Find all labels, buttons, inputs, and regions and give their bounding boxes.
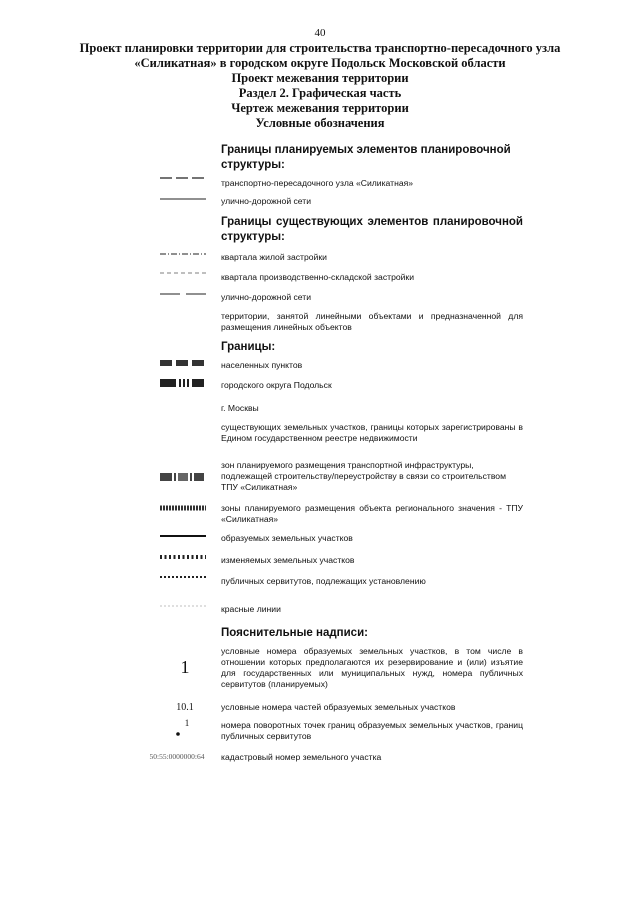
existing-parcels-label: существующих земельных участков, границы которых зарегистрированы в Едином государственном реестре недвижимости [221, 422, 523, 443]
changed-parcels-label: изменяемых земельных участков [221, 555, 355, 565]
public-servitudes-symbol [158, 571, 208, 583]
formed-parcels-symbol [158, 530, 208, 542]
notes-title: Пояснительные надписи: [221, 627, 368, 639]
regional-zone-symbol [158, 502, 208, 514]
note-4-text: кадастровый номер земельного участка [221, 752, 382, 762]
changed-parcels-symbol [158, 551, 208, 563]
note-2-symbol: 10.1 [176, 702, 194, 713]
red-lines-label: красные линии [221, 604, 281, 614]
street-network-existing-label: улично-дорожной сети [221, 292, 312, 302]
settlements-symbol [158, 356, 208, 370]
header-line-4: Раздел 2. Графическая часть [238, 86, 402, 100]
settlements-label: населенных пунктов [221, 360, 303, 370]
moscow-label: г. Москвы [221, 403, 259, 413]
red-lines-symbol [158, 600, 208, 612]
podolsk-district-symbol [158, 376, 208, 390]
planned-boundaries-title: Границы планируемых элементов планировочной структуры: [221, 144, 511, 171]
podolsk-district-label: городского округа Подольск [221, 380, 332, 390]
formed-parcels-label: образуемых земельных участков [221, 533, 353, 543]
turning-point-dot-icon [174, 730, 182, 738]
note-4-symbol: 50:55:0000000:64 [149, 752, 205, 761]
transport-zone-label: зон планируемого размещения транспортной инфраструктуры, подлежащей строительству/переустройству в связи со строительством ТПУ «Силикатная» [221, 460, 506, 492]
street-network-existing-symbol [158, 288, 208, 300]
industrial-quarter-label: квартала производственно-складской застройки [221, 272, 414, 282]
linear-objects-label: территории, занятой линейными объектами и предназначенной для размещения линейных объектов [221, 311, 523, 332]
residential-quarter-label: квартала жилой застройки [221, 252, 327, 262]
page-number: 40 [314, 27, 326, 39]
note-1-text: условные номера образуемых земельных участков, в том числе в отношении которых предполагаются их резервирование и (или) изъятие для государственных или муниципальных нужд, номера публичных сервитутов (планируемых) [221, 646, 523, 689]
street-network-planned-label: улично-дорожной сети [221, 196, 312, 206]
existing-boundaries-title: Границы существующих элементов планировочной структуры: [221, 216, 523, 243]
boundaries-title: Границы: [221, 341, 276, 353]
note-3-symbol: 1 [184, 718, 190, 728]
header-line-5: Чертеж межевания территории [231, 101, 409, 115]
transport-zone-symbol [158, 470, 208, 484]
header-line-3: Проект межевания территории [231, 71, 409, 85]
header-line-2: «Силикатная» в городском округе Подольск Московской области [134, 56, 506, 70]
regional-zone-label: зоны планируемого размещения объекта регионального значения - ТПУ «Силикатная» [221, 503, 523, 524]
public-servitudes-label: публичных сервитутов, подлежащих установлению [221, 576, 426, 586]
note-3-text: номера поворотных точек границ образуемых земельных участков, границ публичных сервитутов [221, 720, 523, 741]
tpu-node-boundary-symbol [158, 172, 208, 184]
residential-quarter-symbol [158, 248, 208, 260]
note-1-symbol: 1 [180, 657, 190, 677]
header-line-1: Проект планировки территории для строительства транспортно-пересадочного узла [79, 41, 561, 55]
street-network-planned-symbol [158, 193, 208, 205]
industrial-quarter-symbol [158, 267, 208, 279]
tpu-node-label: транспортно-пересадочного узла «Силикатная» [221, 178, 414, 188]
note-2-text: условные номера частей образуемых земельных участков [221, 702, 456, 712]
header-line-6: Условные обозначения [255, 116, 385, 130]
